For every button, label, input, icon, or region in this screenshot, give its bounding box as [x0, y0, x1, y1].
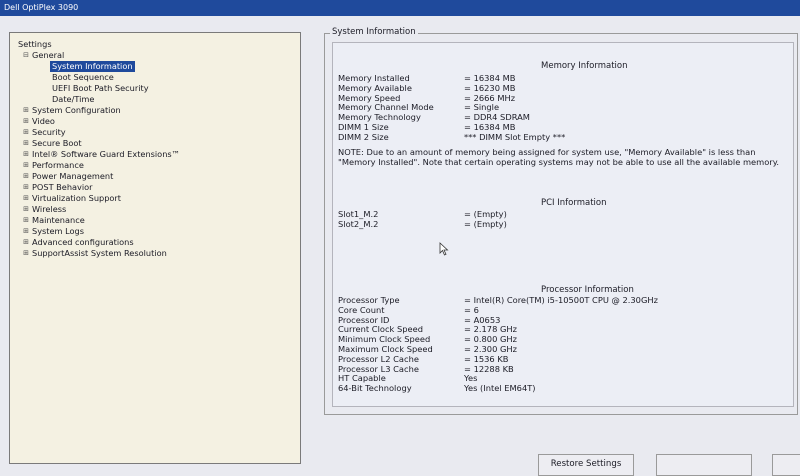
- info-value: = 16384 MB: [464, 73, 516, 83]
- info-value: Yes (Intel EM64T): [464, 383, 536, 394]
- tree-item[interactable]: [16, 105, 182, 116]
- settings-tree: [16, 39, 182, 259]
- info-value: = 1536 KB: [464, 353, 509, 364]
- processor-heading: Processor Information: [541, 285, 634, 295]
- info-label: Current Clock Speed: [338, 324, 423, 335]
- expand-icon[interactable]: ⊞: [23, 238, 29, 246]
- tree-item-label: System Logs: [32, 226, 85, 236]
- tree-item[interactable]: [16, 127, 182, 138]
- info-label: Processor L3 Cache: [338, 363, 419, 374]
- system-information-panel: [332, 42, 794, 407]
- apply-button[interactable]: [656, 454, 752, 476]
- tree-item-label: General: [32, 50, 65, 60]
- tree-item-label: POST Behavior: [32, 182, 93, 192]
- tree-item[interactable]: [16, 83, 182, 94]
- tree-item[interactable]: [16, 248, 182, 259]
- tree-item[interactable]: [16, 171, 182, 182]
- info-label: DIMM 1 Size: [338, 121, 389, 132]
- info-label: Maximum Clock Speed: [338, 343, 433, 354]
- tree-item[interactable]: [16, 149, 182, 160]
- tree-item-label: Maintenance: [32, 215, 85, 225]
- info-value: = 0.800 GHz: [464, 334, 518, 345]
- tree-item[interactable]: [16, 204, 182, 215]
- info-label: Processor ID: [338, 314, 390, 325]
- expand-icon[interactable]: ⊞: [23, 249, 29, 257]
- info-value: = 16230 MB: [464, 82, 516, 93]
- tree-item-label: SupportAssist System Resolution: [32, 248, 167, 258]
- tree-item[interactable]: [16, 226, 182, 237]
- info-label: Processor L2 Cache: [338, 353, 419, 364]
- memory-heading: Memory Information: [541, 61, 628, 71]
- tree-root-label: Settings: [18, 39, 52, 49]
- tree-item-label: UEFI Boot Path Security: [52, 83, 149, 93]
- tree-item[interactable]: [16, 138, 182, 149]
- window-title: Dell OptiPlex 3090: [0, 0, 800, 16]
- info-label: Memory Speed: [338, 92, 401, 103]
- tree-item-label: Security: [32, 127, 66, 137]
- expand-icon[interactable]: ⊞: [23, 128, 29, 136]
- tree-item[interactable]: [16, 61, 182, 72]
- tree-item[interactable]: [16, 160, 182, 171]
- info-value: = (Empty): [464, 209, 507, 219]
- tree-item[interactable]: [16, 193, 182, 204]
- info-value: = A0653: [464, 314, 501, 325]
- info-value: *** DIMM Slot Empty ***: [464, 131, 566, 142]
- info-label: Slot1_M.2: [338, 209, 379, 219]
- info-label: Slot2_M.2: [338, 218, 379, 229]
- mouse-pointer-icon: [439, 242, 449, 256]
- info-value: = 2.300 GHz: [464, 343, 518, 354]
- expand-icon[interactable]: ⊞: [23, 205, 29, 213]
- expand-icon[interactable]: ⊞: [23, 183, 29, 191]
- expand-icon[interactable]: ⊞: [23, 172, 29, 180]
- info-label: Minimum Clock Speed: [338, 334, 431, 345]
- tree-item-label: System Information: [52, 61, 133, 71]
- info-label: Memory Channel Mode: [338, 102, 434, 113]
- tree-item[interactable]: [16, 50, 182, 61]
- info-label: Core Count: [338, 304, 385, 315]
- expand-icon[interactable]: ⊞: [23, 161, 29, 169]
- expand-icon[interactable]: ⊞: [23, 227, 29, 235]
- panel-title: System Information: [332, 27, 416, 37]
- tree-item-label: Wireless: [32, 204, 67, 214]
- info-value: = Intel(R) Core(TM) i5-10500T CPU @ 2.30GHz: [464, 295, 658, 305]
- tree-item[interactable]: [16, 182, 182, 193]
- info-label: 64-Bit Technology: [338, 383, 412, 394]
- tree-item[interactable]: [16, 237, 182, 248]
- tree-item-label: Intel® Software Guard Extensions™: [32, 149, 180, 159]
- expand-icon[interactable]: ⊞: [23, 106, 29, 114]
- info-label: Memory Installed: [338, 73, 410, 83]
- tree-item-label: Date/Time: [52, 94, 95, 104]
- pci-heading: PCI Information: [541, 198, 607, 208]
- tree-item[interactable]: [16, 116, 182, 127]
- tree-item-label: System Configuration: [32, 105, 121, 115]
- tree-item-label: Virtualization Support: [32, 193, 121, 203]
- info-label: DIMM 2 Size: [338, 131, 389, 142]
- expand-icon[interactable]: ⊞: [23, 194, 29, 202]
- tree-item-label: Secure Boot: [32, 138, 82, 148]
- settings-tree-panel: [9, 32, 301, 464]
- expand-icon[interactable]: ⊞: [23, 150, 29, 158]
- exit-button[interactable]: [772, 454, 800, 476]
- tree-item[interactable]: [16, 215, 182, 226]
- info-value: = 12288 KB: [464, 363, 514, 374]
- info-value: = 6: [464, 304, 479, 315]
- info-value: Yes: [464, 373, 478, 384]
- tree-item-label: Advanced configurations: [32, 237, 134, 247]
- tree-item-label: Boot Sequence: [52, 72, 114, 82]
- expand-icon[interactable]: ⊞: [23, 117, 29, 125]
- tree-item-label: Power Management: [32, 171, 114, 181]
- tree-root[interactable]: [16, 39, 182, 50]
- info-value: = DDR4 SDRAM: [464, 112, 530, 123]
- expand-icon[interactable]: ⊞: [23, 139, 29, 147]
- expand-icon[interactable]: ⊞: [23, 216, 29, 224]
- tree-item[interactable]: [16, 72, 182, 83]
- info-label: HT Capable: [338, 373, 386, 384]
- info-label: Memory Technology: [338, 112, 421, 123]
- info-value: = 2.178 GHz: [464, 324, 518, 335]
- info-value: = Single: [464, 102, 500, 113]
- info-label: Processor Type: [338, 295, 400, 305]
- info-value: = 2666 MHz: [464, 92, 516, 103]
- tree-item-label: Video: [32, 116, 55, 126]
- restore-settings-button[interactable]: Restore Settings: [538, 454, 634, 476]
- info-value: = (Empty): [464, 218, 507, 229]
- info-label: Memory Available: [338, 82, 412, 93]
- info-value: = 16384 MB: [464, 121, 516, 132]
- tree-item-label: Performance: [32, 160, 84, 170]
- memory-note: NOTE: Due to an amount of memory being assigned for system use, "Memory Available" is less than "Memory Installed". Note that certain operating systems may not be able to use all the available memory.: [338, 147, 780, 167]
- collapse-icon[interactable]: ⊟: [23, 51, 29, 59]
- tree-item[interactable]: [16, 94, 182, 105]
